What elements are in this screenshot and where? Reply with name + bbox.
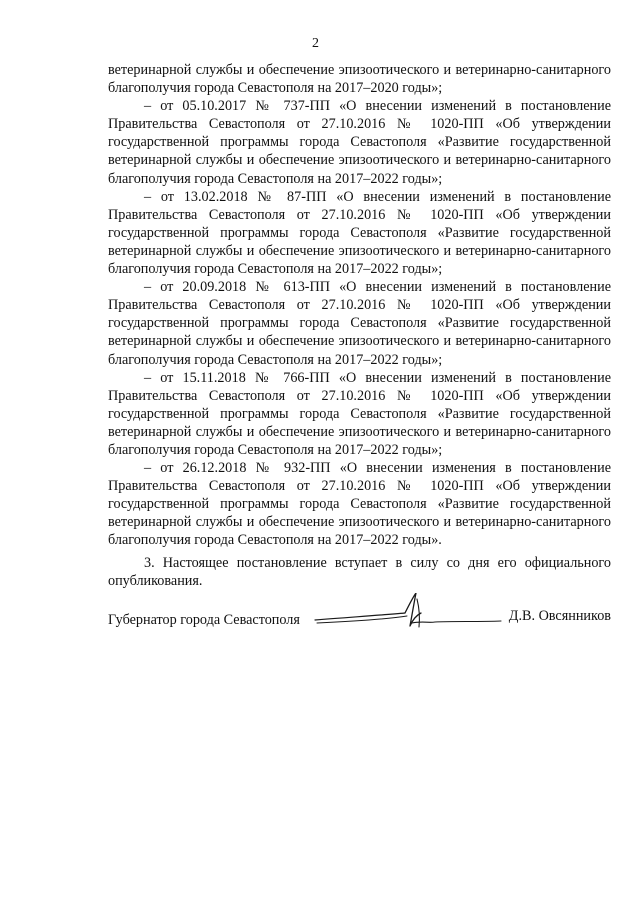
document-body bbox=[108, 61, 611, 590]
list-item: – от 13.02.2018 № 87-ПП «О внесении изменений в постановление Правительства Севастополя от 27.10.2016 № 1020-ПП «Об утверждении государственной программы города Севастополя «Развитие государственной ветеринарной службы и обеспечение эпизоотического и ветеринарно-санитарного благополучия города Севастополя на 2017–2022 годы»; bbox=[108, 188, 611, 278]
list-item: – от 26.12.2018 № 932-ПП «О внесении изменения в постановление Правительства Севастополя от 27.10.2016 № 1020-ПП «Об утверждении государственной программы города Севастополя «Развитие государственной ветеринарной службы и обеспечение эпизоотического и ветеринарно-санитарного благополучия города Севастополя на 2017–2022 годы». bbox=[108, 460, 611, 549]
signer-title: Губернатор города Севастополя bbox=[108, 612, 300, 628]
intro-continuation: ветеринарной службы и обеспечение эпизоотического и ветеринарно-санитарного благополучия города Севастополя на 2017–2020 годы»; bbox=[108, 62, 611, 97]
clause-3: 3. Настоящее постановление вступает в силу со дня его официального опубликования. bbox=[108, 554, 611, 589]
page-number: 2 bbox=[312, 36, 319, 51]
list-item: – от 20.09.2018 № 613-ПП «О внесении изменений в постановление Правительства Севастополя от 27.10.2016 № 1020-ПП «Об утверждении государственной программы города Севастополя «Развитие государственной ветеринарной службы и обеспечение эпизоотического и ветеринарно-санитарного благополучия города Севастополя на 2017–2022 годы»; bbox=[108, 279, 611, 368]
signer-name: Д.В. Овсянников bbox=[508, 608, 611, 624]
list-item: – от 05.10.2017 № 737-ПП «О внесении изменений в постановление Правительства Севастополя от 27.10.2016 № 1020-ПП «Об утверждении государственной программы города Севастополя «Развитие государственной ветеринарной службы и обеспечение эпизоотического и ветеринарно-санитарного благополучия города Севастополя на 2017–2022 годы»; bbox=[108, 98, 611, 187]
list-item: – от 15.11.2018 № 766-ПП «О внесении изменений в постановление Правительства Севастополя от 27.10.2016 № 1020-ПП «Об утверждении государственной программы города Севастополя «Развитие государственной ветеринарной службы и обеспечение эпизоотического и ветеринарно-санитарного благополучия города Севастополя на 2017–2022 годы»; bbox=[108, 369, 611, 458]
handwritten-signature bbox=[313, 593, 503, 633]
signature-block bbox=[108, 607, 611, 637]
